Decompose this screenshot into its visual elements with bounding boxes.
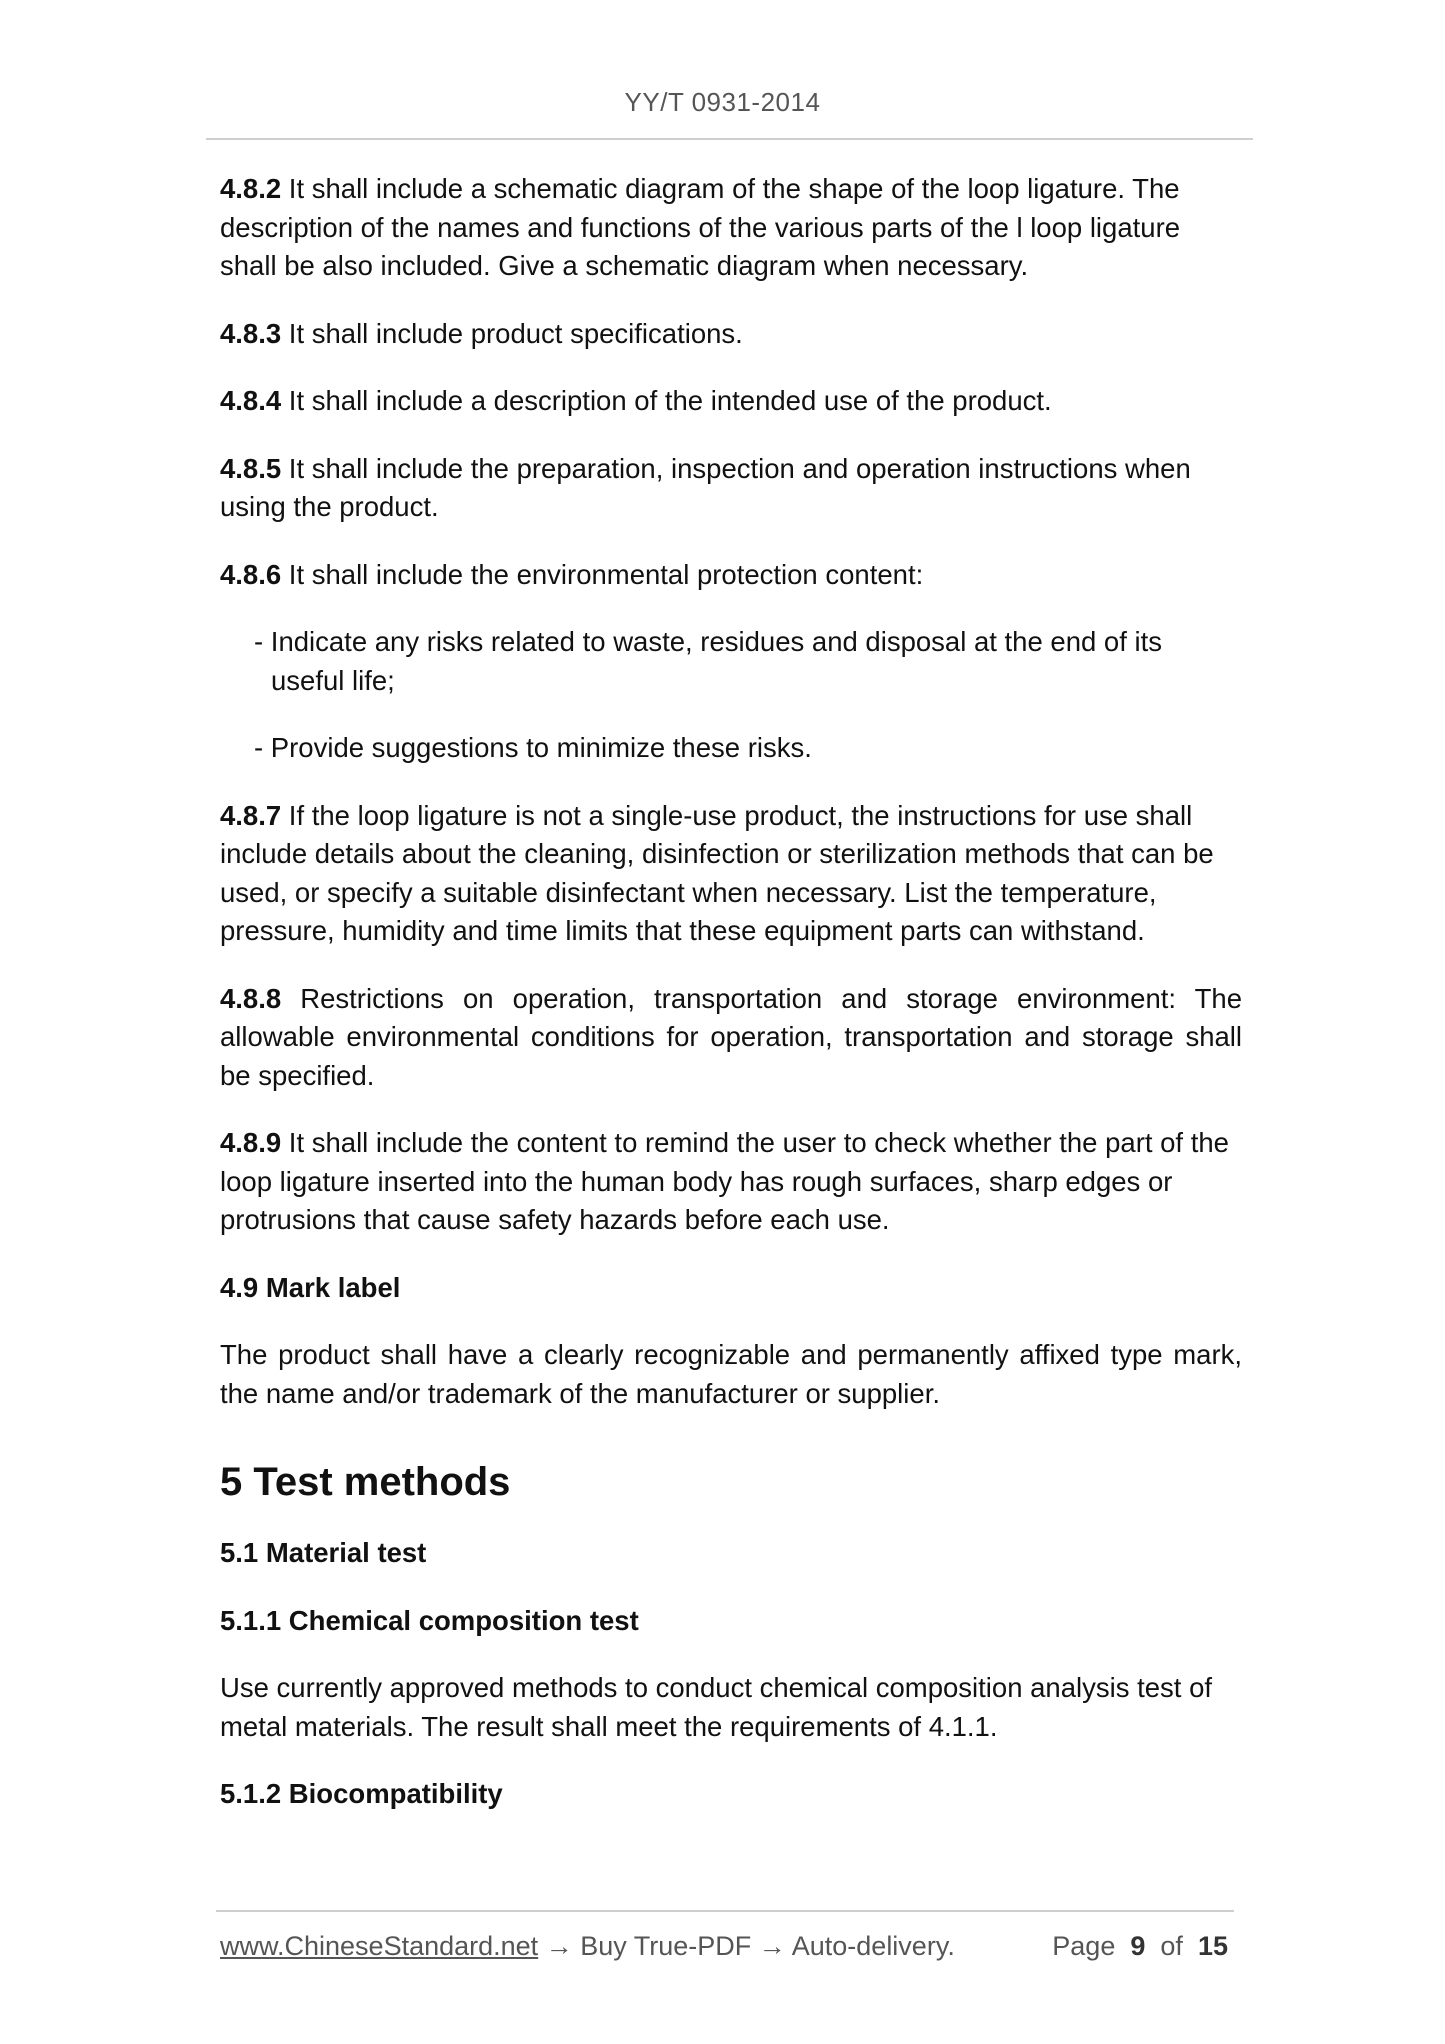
clause-number: 4.8.2 xyxy=(220,173,282,204)
of-label: of xyxy=(1160,1931,1183,1961)
clause-text: It shall include a schematic diagram of the shape of the loop ligature. The description of the names and functions of the various parts of the l loop ligature shall be also included. Give a schematic diagram when necessary. xyxy=(220,173,1181,281)
clause-text: It shall include product specifications. xyxy=(281,317,743,349)
website-link[interactable]: www.ChineseStandard.net xyxy=(220,1931,539,1961)
chapter-heading-5: 5 Test methods xyxy=(220,1460,511,1504)
clause-number: 4.8.6 xyxy=(220,558,282,590)
section-heading-4-9: 4.9 Mark label xyxy=(220,1271,401,1303)
clause-4-8-5 xyxy=(220,450,1242,527)
section-heading-5-1-1: 5.1.1 Chemical composition test xyxy=(220,1604,639,1636)
page-indicator xyxy=(1052,1929,1228,1963)
document-code-header: YY/T 0931-2014 xyxy=(624,87,821,117)
clause-number: 4.8.8 xyxy=(220,982,282,1014)
clause-text: If the loop ligature is not a single-use product, the instructions for use shall include details about the cleaning, disinfection or sterilization methods that can be used, or specify a suitable disinfectant when necessary. List the temperature, pressure, humidity and time limits that these equipment parts can withstand. xyxy=(220,799,1214,946)
clause-text: It shall include the environmental protection content: xyxy=(281,558,924,590)
clause-number: 4.8.3 xyxy=(220,317,282,349)
section-heading-5-1: 5.1 Material test xyxy=(220,1537,427,1568)
clause-4-8-2 xyxy=(220,170,1242,286)
clause-4-8-3 xyxy=(220,315,1242,354)
page-label: Page xyxy=(1052,1931,1116,1961)
total-pages-number: 15 xyxy=(1197,1931,1228,1961)
section-5-1-1-body: Use currently approved methods to conduct chemical composition analysis test of metal materials. The result shall meet the requirements of 4.1.1. xyxy=(220,1672,1213,1742)
section-heading-5-1-2: 5.1.2 Biocompatibility xyxy=(220,1778,503,1809)
clause-text: It shall include the preparation, inspection and operation instructions when using the product. xyxy=(220,452,1191,522)
clause-number: 4.8.9 xyxy=(220,1127,282,1158)
clause-4-8-8 xyxy=(220,980,1242,1096)
clause-4-8-6 xyxy=(220,556,1242,595)
clause-number: 4.8.4 xyxy=(220,385,282,416)
clause-text: It shall include a description of the intended use of the product. xyxy=(281,385,1052,416)
footer-divider xyxy=(216,1910,1234,1912)
clause-4-8-7 xyxy=(220,797,1242,951)
page-content xyxy=(220,170,1242,1843)
clause-4-8-4 xyxy=(220,382,1242,421)
header-divider xyxy=(206,138,1253,140)
list-item: - Provide suggestions to minimize these risks. xyxy=(254,732,812,763)
clause-4-8-9 xyxy=(220,1124,1242,1240)
footer-tagline: → Buy True-PDF → Auto-delivery. xyxy=(538,1931,955,1961)
clause-text: It shall include the content to remind the user to check whether the part of the loop ligature inserted into the human body has rough surfaces, sharp edges or protrusions that cause safety hazards before each use. xyxy=(220,1127,1229,1235)
current-page-number: 9 xyxy=(1130,1931,1146,1961)
clause-text: Restrictions on operation, transportation and storage environment: The allowable environmental conditions for operation, transportation and storage shall be specified. xyxy=(220,982,1242,1091)
footer-promo xyxy=(220,1929,955,1963)
clause-number: 4.8.7 xyxy=(220,799,282,831)
list-item: - Indicate any risks related to waste, residues and disposal at the end of its useful life; xyxy=(254,626,1162,696)
section-4-9-body: The product shall have a clearly recognizable and permanently affixed type mark, the name and/or trademark of the manufacturer or supplier. xyxy=(220,1339,1242,1409)
clause-number: 4.8.5 xyxy=(220,452,282,484)
